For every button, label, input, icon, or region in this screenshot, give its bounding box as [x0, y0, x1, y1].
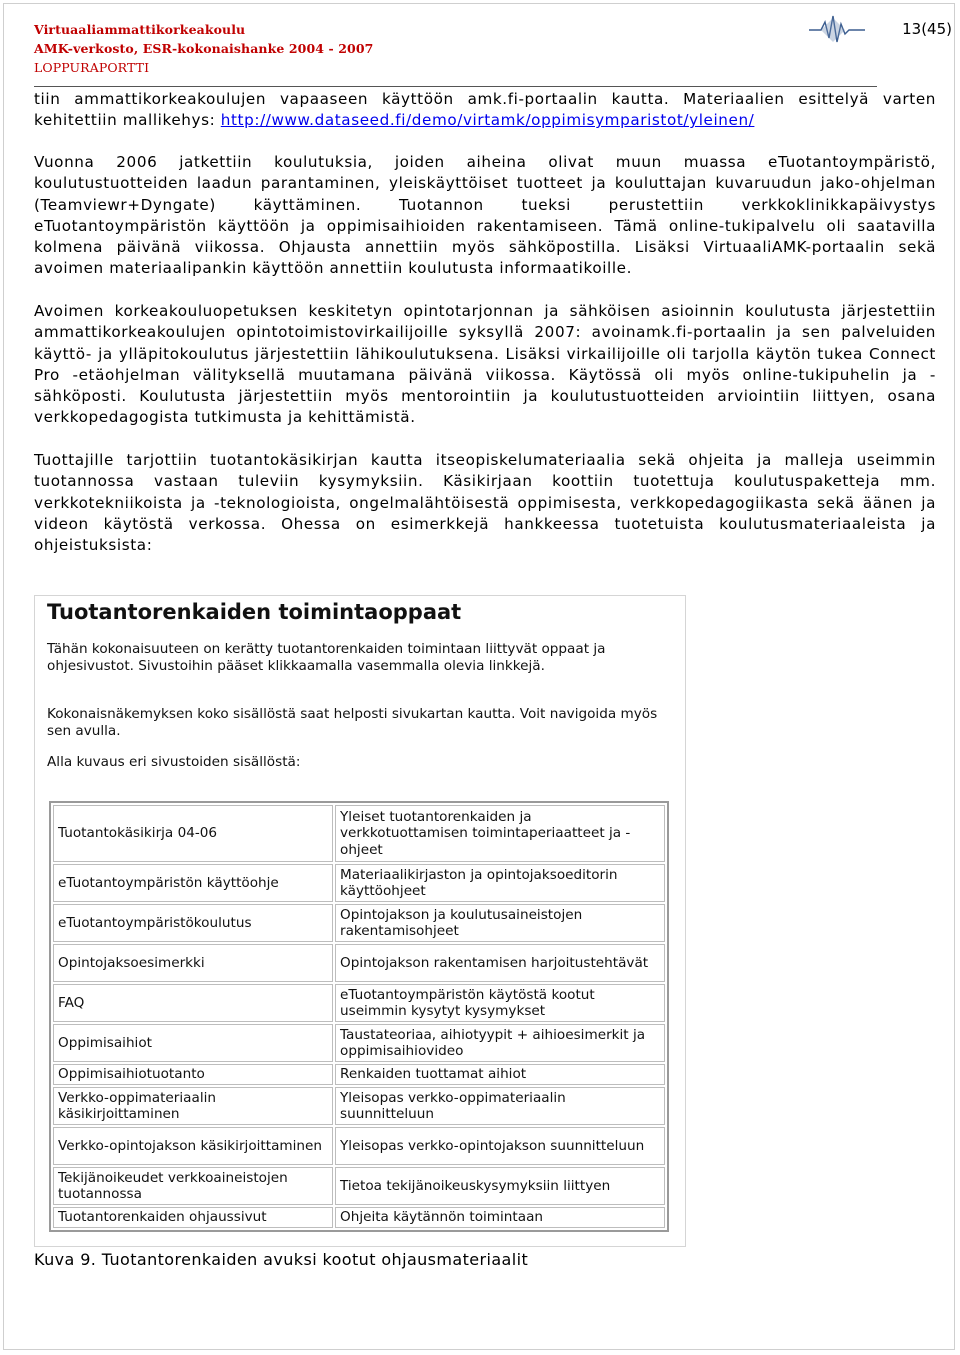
guide-description: eTuotantoympäristön käytöstä kootut useimmin kysytyt kysymykset: [335, 984, 665, 1022]
figure-screenshot: [34, 595, 686, 1247]
header-report-type: LOPPURAPORTTI: [34, 60, 150, 75]
pulse-logo-icon: [807, 10, 867, 48]
figure-intro-2: Kokonaisnäkemyksen koko sisällöstä saat helposti sivukartan kautta. Voit navigoida myös sen avulla.: [47, 706, 658, 739]
guide-link[interactable]: eTuotantoympäristökoulutus: [53, 904, 333, 942]
guide-link[interactable]: Oppimisaihiot: [53, 1024, 333, 1062]
figure-intro-3: Alla kuvaus eri sivustoiden sisällöstä:: [47, 754, 301, 770]
figure-title: Tuotantorenkaiden toimintaoppaat: [47, 600, 462, 624]
paragraph-intro: [34, 89, 936, 132]
guide-description: Yleisopas verkko-opintojakson suunnitteluun: [335, 1127, 665, 1165]
guide-description: Opintojakson rakentamisen harjoitustehtävät: [335, 944, 665, 982]
guide-link[interactable]: FAQ: [53, 984, 333, 1022]
table-row: [53, 1127, 665, 1165]
table-row: [53, 1024, 665, 1062]
guide-link[interactable]: Verkko-opintojakson käsikirjoittaminen: [53, 1127, 333, 1165]
guide-description: Taustateoriaa, aihiotyypit + aihioesimerkit ja oppimisaihiovideo: [335, 1024, 665, 1062]
guide-link[interactable]: Tekijänoikeudet verkkoaineistojen tuotannossa: [53, 1167, 333, 1205]
guide-link[interactable]: Verkko-oppimateriaalin käsikirjoittaminen: [53, 1087, 333, 1125]
header-organization: Virtuaaliammattikorkeakoulu: [34, 22, 246, 37]
paragraph-producers: Tuottajille tarjottiin tuotantokäsikirjan kautta itseopiskelumateriaalia sekä ohjeita ja malleja useimmin tuotannossa vastaan tuleviin kysymyksiin. Käsikirjaan koottiin tuotettuja koulutuspaketteja mm. verkkotekniikoista ja -teknologioista, ongelmalähtöisestä oppimisesta, verkkopedagogiikasta sekä äänen ja videon käytöstä verkossa. Ohessa on esimerkkejä hankkeessa tuotetuista koulutusmateriaaleista ja ohjeistuksista:: [34, 451, 936, 555]
paragraph-open-education: Avoimen korkeakouluopetuksen keskitetyn opintotarjonnan ja sähköisen asioinnin koulutusta järjestettiin ammattikorkeakoulujen opintotoimistovirkailijoille syksyllä 2007: avoinamk.fi-portaalin ja sen palveluiden käyttö- ja ylläpitokoulutus järjestettiin lähikoulutuksena. Lisäksi virkailijoille oli tarjolla käytön tukea Connect Pro -etäohjelman välityksellä muutamana päivänä viikossa. Käytössä oli myös online-tukipuhelin ja -sähköposti. Koulutusta järjestettiin myös mentorointiin ja koulutustuotteiden arviointiin liittyen, osana verkkopedagogista tutkimusta ja kehittämistä.: [34, 302, 936, 427]
guide-description: Ohjeita käytännön toimintaan: [335, 1207, 665, 1228]
guide-link[interactable]: Oppimisaihiotuotanto: [53, 1064, 333, 1085]
guide-link[interactable]: Tuotantokäsikirja 04-06: [53, 805, 333, 862]
guide-link[interactable]: Tuotantorenkaiden ohjaussivut: [53, 1207, 333, 1228]
mallikehys-link[interactable]: http://www.dataseed.fi/demo/virtamk/oppimisymparistot/yleinen/: [220, 111, 755, 130]
table-row: [53, 984, 665, 1022]
table-row: [53, 1087, 665, 1125]
figure-caption: Kuva 9. Tuotantorenkaiden avuksi kootut ohjausmateriaalit: [34, 1250, 529, 1269]
guide-description: Opintojakson ja koulutusaineistojen rakentamisohjeet: [335, 904, 665, 942]
table-row: [53, 1064, 665, 1085]
header-project: AMK-verkosto, ESR-kokonaishanke 2004 - 2007: [34, 41, 374, 56]
table-row: [53, 1207, 665, 1228]
guide-description: Materiaalikirjaston ja opintojaksoeditorin käyttöohjeet: [335, 864, 665, 902]
table-row: [53, 904, 665, 942]
table-row: [53, 864, 665, 902]
guide-link[interactable]: Opintojaksoesimerkki: [53, 944, 333, 982]
guide-description: Yleisopas verkko-oppimateriaalin suunnitteluun: [335, 1087, 665, 1125]
table-row: [53, 805, 665, 862]
header-divider: [34, 86, 877, 87]
paragraph-2006-training: Vuonna 2006 jatkettiin koulutuksia, joiden aiheina olivat muun muassa eTuotantoympäristö, koulutustuotteiden laadun parantaminen, yleiskäyttöiset tuotteet ja kouluttajan kuvaruudun jako-ohjelman (Teamviewr+Dyngate) käyttäminen. Tuotannon tueksi perustettiin verkkoklinikkapäivystys eTuotantoympäristön käyttöön ja oppimisaihioiden rakentamiseen. Tämä online-tukipalvelu oli saatavilla kolmena päivänä viikossa. Ohjausta annettiin myös sähköpostilla. Lisäksi VirtuaaliAMK-portaalin sekä avoimen materiaalipankin käyttöön annettiin koulutusta informaatikoille.: [34, 153, 936, 278]
figure-intro-1: Tähän kokonaisuuteen on kerätty tuotantorenkaiden toimintaan liittyvät oppaat ja ohjesivustot. Sivustoihin pääset klikkaamalla vasemmalla olevia linkkejä.: [47, 641, 606, 674]
guide-description: Yleiset tuotantorenkaiden ja verkkotuottamisen toimintaperiaatteet ja -ohjeet: [335, 805, 665, 862]
document-header: [34, 20, 373, 77]
table-row: [53, 944, 665, 982]
guide-table: [49, 801, 669, 1232]
table-row: [53, 1167, 665, 1205]
guide-description: Tietoa tekijänoikeuskysymyksiin liittyen: [335, 1167, 665, 1205]
guide-description: Renkaiden tuottamat aihiot: [335, 1064, 665, 1085]
page-number: 13(45): [902, 20, 952, 38]
paragraph-intro-text: tiin ammattikorkeakoulujen vapaaseen käyttöön amk.fi-portaalin kautta. Materiaalien esittelyä varten kehitettiin mallikehys:: [34, 90, 936, 130]
guide-link[interactable]: eTuotantoympäristön käyttöohje: [53, 864, 333, 902]
